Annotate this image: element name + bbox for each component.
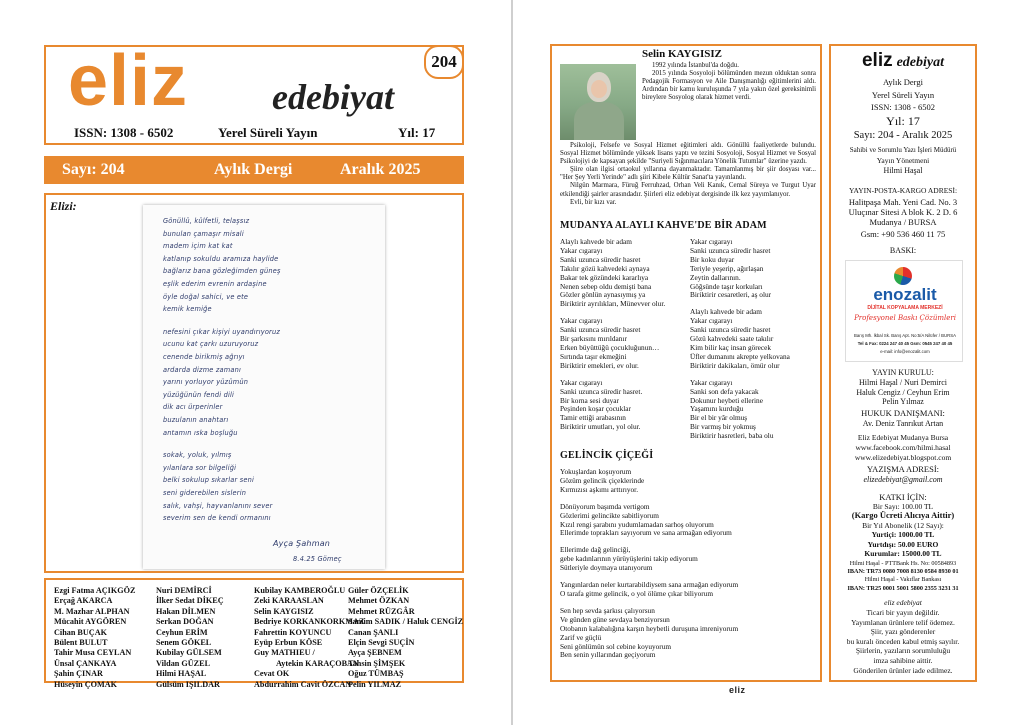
contributor-name: Şahin ÇINAR <box>54 669 103 679</box>
publication-type: Yerel Süreli Yayın <box>218 125 318 140</box>
bank-1: Hilmi Haşal - PTTBank Hs. No: 00584893 <box>849 560 957 567</box>
masthead <box>44 41 464 145</box>
contributor-name: Senem GÖKEL <box>156 638 212 648</box>
poem-line: Göğsünde taşır korkuları <box>690 281 763 291</box>
handwritten-line: yılanlara sor bilgeliği <box>163 463 237 472</box>
poem-line: Peşinden koşar çocuklar <box>560 404 631 414</box>
bio-paragraph: 2015 yılında Sosyoloji bölümünden mezun olduktan sonra Pedagojik Formasyon ve Aile Danışmanlığı eğitimlerini aldı. Ardından bir kamu kuruluşunda 7 yıla yakın özel gereksinimli bireylere Sosyolog olarak hizmet verdi. <box>642 70 816 102</box>
poem-gelincik <box>560 468 738 668</box>
fee-annual: Bir Yıl Abonelik (12 Sayı): <box>862 520 944 530</box>
handwritten-line: nefesini çıkar kişiyi uyandırıyoruz <box>163 327 281 336</box>
poem-line: Biriktirir dakikaları, ömür olur <box>690 360 780 370</box>
poem-stanza <box>690 379 790 441</box>
contributor-name: Kubilay KAMBEROĞLU <box>254 586 346 595</box>
handwritten-line: katlanıp sokuldu aramıza haylide <box>163 254 279 263</box>
bank-2: Hilmi Haşal - Vakıflar Bankası <box>864 576 942 584</box>
fee-abroad: Yurtdışı: 50.00 EURO <box>867 539 939 549</box>
fee-institutions: Kurumlar: 15000.00 TL <box>864 549 942 559</box>
contributor-name: İlker Sedat DİKEÇ <box>156 596 224 606</box>
poem-line: Sütleriyle doymaya utanıyorum <box>560 563 653 573</box>
imprint-sidebar <box>829 44 977 682</box>
sidebar-legal-title: HUKUK DANIŞMANI: <box>861 408 945 418</box>
contributor-name: Serkan DOĞAN <box>156 617 214 627</box>
poem-line: Takılır gözü kahvedeki aynaya <box>560 263 650 273</box>
poem-line: Erken büyüttüğü çocukluğunun… <box>560 342 660 352</box>
poem-line: Biriktirir cesaretleri, aş olur <box>690 290 772 300</box>
poem-line: Sırtında taşır ekmeğini <box>560 351 627 361</box>
poem-line: Zeytin dallarının. <box>690 272 741 282</box>
sidebar-mail: elizedebiyat@gmail.com <box>863 475 943 484</box>
poem-line: Sanki uzunca süredir hasret <box>690 245 771 255</box>
author-photo <box>560 64 636 140</box>
sidebar-mail-title: YAZIŞMA ADRESİ: <box>866 464 940 474</box>
contributor-name: Mehmet RÜZGÂR <box>348 606 415 616</box>
poem-line: Biriktirir ayrılıkları, Münevver olur. <box>560 299 666 309</box>
sidebar-facebook: www.facebook.com/hilmi.hasal <box>855 443 951 452</box>
handwritten-line: dik acı ürperinler <box>163 403 223 412</box>
issue-number: Sayı: 204 <box>62 161 125 178</box>
poem-stanza <box>560 503 738 539</box>
poem-stanza <box>560 468 738 495</box>
sponsor-ad <box>845 260 963 362</box>
fee-single: Bir Sayı: 100.00 TL <box>872 502 934 511</box>
bio-paragraph: Evli, bir kızı var. <box>570 198 617 206</box>
contributor-name: Tahir Musa CEYLAN <box>54 648 132 658</box>
handwritten-line: buzulanın anahtarı <box>163 416 229 424</box>
footer-logo: eliz <box>729 685 746 695</box>
sidebar-logo-edebiyat: edebiyat <box>896 55 945 70</box>
poem-stanza <box>690 308 790 370</box>
poem-line: Yakar cıgarayı <box>690 237 733 246</box>
handwritten-line: antamın ıska boşluğu <box>163 428 238 437</box>
contributor-name: Zeki KARAASLAN <box>254 596 324 606</box>
iban-2: IBAN: TR25 0001 5001 5800 2355 3231 31 <box>847 584 959 592</box>
contributor-name: Canan ŞANLI <box>348 627 399 637</box>
sidebar-logo-eliz: eliz <box>861 50 893 71</box>
sidebar-note: Yayımlanan ürünlere telif ödemez. <box>851 617 955 627</box>
poem-line: Biriktirir umutları, yol olur. <box>560 422 641 432</box>
contributor-name: Hakan DİLMEN <box>156 606 216 616</box>
bio-paragraph: Nilgün Marmara, Füruğ Ferruhzad, Orhan Veli Kanık, Cemal Süreya ve Turgut Uyar etkilendiği şairler arasındadır. Şiirleri eliz edebiyat dergisinde ilk kez yayımlanıyor. <box>560 182 816 198</box>
sidebar-address <box>831 197 975 227</box>
sidebar-note: Gönderilen ürünler iade edilmez. <box>853 665 953 675</box>
poem-line: Yakar cıgarayı <box>560 245 603 255</box>
poem-line: Dönüyorum başımda vertigom <box>560 501 650 511</box>
poem-line: Sanki uzunca süredir hasret. <box>560 386 643 396</box>
poem-line: Biriktirir emekleri, ev olur. <box>560 360 639 370</box>
sponsor-slogan: Profesyonel Baskı Çözümleri <box>854 314 956 322</box>
year: Yıl: 17 <box>398 125 436 140</box>
poem-line: Yakar cıgarayı <box>560 316 603 326</box>
bio-paragraph: Psikoloji, Felsefe ve Sosyal Hizmet eğitimleri aldı. Gönüllü faaliyetlerde bulundu. Sosyal Hizmet bölümünde yüksek lisans yaptı ve tezini Sosyoloji, Sosyal Hizmet ve Sosyal Psikolojiyi de kapsayan şekilde "Suriyeli Sığınmacılara Yönelik Tutumlar" üzerine yazdı. <box>560 142 816 166</box>
issue-date: Aralık 2025 <box>340 161 421 178</box>
eliz-logo: eliz <box>68 41 189 121</box>
sidebar-note: Ticari bir yayın değildir. <box>866 608 940 617</box>
address-line: Halitpaşa Mah. Yeni Cad. No. 3 <box>848 197 958 207</box>
bio-paragraph: Şiire olan ilgisi ortaokul yıllarına dayanmaktadır. Tamamlanmış bir şiir dosyası var... "Her Şey Yerli Yerinde" adlı şiiri Kibele Kültür Sanat'ta yayınlandı. <box>560 166 816 182</box>
poem-line: Gözüm gelincik çiçeklerinde <box>560 475 645 485</box>
contributor-name: Bedriye KORKANKORKMAZ <box>254 617 365 627</box>
contributor-name: Nuri DEMİRCİ <box>156 586 212 595</box>
contributors-column <box>156 586 224 690</box>
poem-line: Yakar cıgarayı <box>690 377 733 387</box>
sponsor-phone: Tel & Fax: 0224 247 40 45 Gsm: 0545 247 40 45 <box>857 341 953 346</box>
contributor-name: M. Mazhar ALPHAN <box>54 606 130 616</box>
poem-line: Kim bilir kaç insan görecek <box>690 342 772 352</box>
contributor-name: Selin KAYGISIZ <box>254 606 314 616</box>
contributor-name: Kubilay GÜLSEM <box>156 648 222 658</box>
poem-line: Alaylı kahvede bir adam <box>560 237 632 246</box>
sidebar-fees <box>831 502 975 558</box>
sidebar-note: Şiir, yazı gönderenler <box>870 627 936 637</box>
poem-line: Yokuşlardan koşuyorum <box>560 467 632 476</box>
handwritten-line: öyle doğal sahici, ve ete <box>163 292 249 301</box>
poem-line: Bir varmış bir yokmuş <box>690 422 756 432</box>
board-line: Hilmi Haşal / Nuri Demirci <box>859 378 947 387</box>
handwritten-line: yarını yorluyor yüzümün <box>163 378 249 387</box>
sidebar-year: Yıl: 17 <box>886 114 920 128</box>
contributor-name: Ünsal ÇANKAYA <box>54 658 117 668</box>
poem-line: Bakar tek gözündeki kararlıya <box>560 272 649 282</box>
poem-line: Ellerimde dağ gelinciği, <box>560 545 631 555</box>
poem-line: Ve günden güne sevdaya benziyorsun <box>560 614 670 624</box>
handwritten-line: bunulan çamaşır misali <box>163 229 244 238</box>
issn: ISSN: 1308 - 6502 <box>74 125 174 140</box>
poem-line: Yakar cıgarayı <box>690 316 733 326</box>
contributor-name: Tahsin ŞİMŞEK <box>348 658 406 668</box>
sidebar-board-title: YAYIN KURULU: <box>872 368 934 377</box>
handwritten-line: cenende birikmiş ağrıyı <box>163 353 245 361</box>
handwritten-poem <box>143 205 385 569</box>
contributors-box <box>44 578 464 689</box>
contributor-name: Abdurrahim Cavit ÖZCAN <box>254 679 352 689</box>
sponsor-email: e-mail: info@enozalit.com <box>880 349 930 354</box>
poem-line: Sanki uzunca süredir hasret <box>560 254 641 264</box>
poem-line: Gözlerimi gelincikte sabitliyorum <box>560 510 659 520</box>
contributors-column <box>54 586 135 690</box>
author-bio-bottom <box>560 142 816 207</box>
sidebar-bank <box>831 560 975 593</box>
handwritten-line: yüzüğünün fendi dili <box>163 390 235 399</box>
sponsor-name: enozalit <box>873 285 937 304</box>
sidebar-print-title: BASKI: <box>889 246 917 255</box>
contributor-name: Hilmi HAŞAL <box>156 669 207 679</box>
sidebar-address-title: YAYIN-POSTA-KARGO ADRESİ: <box>848 186 958 195</box>
poem-line: Bir korna sesi duyar <box>560 395 619 405</box>
contributor-name: Erçağ AKARCA <box>54 596 113 606</box>
poem-line: Sanki son defa yakacak <box>690 386 759 396</box>
poem-line: Alaylı kahvede bir adam <box>690 307 762 317</box>
poem-line: Sanki uzunca süredir hasret <box>690 325 771 335</box>
board-line: Haluk Cengiz / Ceyhun Erim <box>856 387 950 397</box>
poem-line: Tamir ettiği arabasının <box>560 413 626 423</box>
sidebar-note: bu kuralı önceden kabul etmiş sayılır. <box>846 636 960 646</box>
poem-line: Kırmızısı aşkımı arttırıyor. <box>560 484 639 494</box>
sidebar-notes <box>831 608 975 675</box>
contributor-name: Gülsüm IŞILDAR <box>156 679 220 689</box>
poem-line: Yangınlardan neler kurtarabildiysem sana armağan ediyorum <box>560 580 739 590</box>
sponsor-address: Barış Mh. İkbal Sk. Barış Apt. No:5/A Nilüfer / BURSA <box>854 333 956 338</box>
handwritten-line: belki sokulup sıkarlar seni <box>163 476 254 485</box>
poem-stanza <box>560 379 665 432</box>
contributor-name: Bülent BULUT <box>54 638 108 648</box>
issue-frequency: Aylık Dergi <box>214 161 293 178</box>
sidebar-owner-name: Hilmi Haşal <box>883 166 923 175</box>
board-line: Pelin Yılmaz <box>882 397 924 406</box>
author-bio-top <box>642 62 816 102</box>
poem-mudanya-col2 <box>690 238 790 449</box>
sidebar-type: Yerel Süreli Yayın <box>871 90 935 100</box>
sidebar-owner-title: Sahibi ve Sorumlu Yazı İşleri Müdürü <box>849 146 957 154</box>
handwritten-line: ardarda dizme zamanı <box>163 365 242 374</box>
contributor-name: Güler ÖZÇELİK <box>348 586 409 595</box>
contributor-name: Ceyhun ERİM <box>156 627 208 637</box>
elizi-label: Elizi: <box>50 199 77 213</box>
right-page <box>513 0 1024 725</box>
main-content-box <box>550 44 822 682</box>
handwritten-signature: Ayça Şahman <box>273 539 331 548</box>
contributor-name: Oğuz TÜMBAŞ <box>348 669 404 679</box>
poem-line: Kızıl rengi şarabını yudumlamadan sarhoş oluyorum <box>560 519 714 529</box>
contributor-name: Aytekin KARAÇOBAN <box>276 658 359 668</box>
poem-line: Zarif ve güçlü <box>560 632 602 642</box>
contributor-name: Guy MATHIEU / <box>254 648 315 658</box>
contributor-name: Mehmet ÖZKAN <box>348 596 410 606</box>
contributor-name: Vildan GÜZEL <box>156 658 211 668</box>
poem-line: Üfler dumanını akrepte yelkovana <box>690 351 790 361</box>
sidebar-blog: www.elizedebiyat.blogspot.com <box>854 453 952 462</box>
issue-bar <box>44 156 464 184</box>
fee-cargo: (Kargo Ücreti Alıcıya Aittir) <box>851 510 955 521</box>
handwritten-line: severim sen de kendi ormanını <box>163 514 271 523</box>
poem-stanza <box>560 317 665 370</box>
contributor-name: Hüseyin ÇOMAK <box>54 679 118 689</box>
handwritten-line: seni giderebilen sislerin <box>163 489 247 497</box>
sidebar-note: Şiirlerin, yazıların sorumluluğu <box>855 646 951 656</box>
sponsor-logo-icon <box>894 267 912 285</box>
poem-line: O tarafa gitme gelincik, o yol ölüme çıkar biliyorum <box>560 588 713 598</box>
poem-title-mudanya: MUDANYA ALAYLI KAHVE'DE BİR ADAM <box>560 220 767 231</box>
sidebar-director-title: Yayın Yönetmeni <box>876 156 930 165</box>
poem-line: Teriyle yeşerip, ağırlaşan <box>690 263 764 273</box>
poem-line: Sanki uzunca süredir hasret <box>560 325 641 335</box>
sidebar-issue: Sayı: 204 - Aralık 2025 <box>853 130 953 141</box>
poem-title-gelincik: GELİNCİK ÇİÇEĞİ <box>560 450 654 461</box>
iban-1: IBAN: TR73 0080 7008 8130 0584 8930 01 <box>847 568 959 576</box>
contributor-name: Mücahit AYGÖREN <box>54 617 127 627</box>
contributor-name: Fahrettin KOYUNCU <box>254 627 332 637</box>
handwritten-line: madem içim kat kat <box>163 242 233 251</box>
handwritten-line: bağlarız bana gözleğimden güneş <box>163 267 281 276</box>
poem-stanza <box>560 581 738 599</box>
poem-line: Nenen sebep oldu demişti bana <box>560 281 652 291</box>
contributor-name: Cihan BUÇAK <box>54 627 108 637</box>
handwritten-line: ucunu kat çarkı uzuruyoruz <box>163 340 259 349</box>
poem-line: Sen hep sevda şarkısı çalıyorsun <box>560 605 655 615</box>
contributor-name: Eyüp Erbun KÖSE <box>254 638 323 648</box>
poem-line: Yaşamını kurduğu <box>690 404 744 414</box>
bio-paragraph: 1992 yılında İstanbul'da doğdu. <box>652 62 739 69</box>
poem-line: Ben senin yıllarından geçiyorum <box>560 650 656 660</box>
poem-mudanya-col1 <box>560 238 665 440</box>
elizi-section <box>44 193 464 573</box>
contributor-name: Ayça ŞEBNEM <box>348 648 402 658</box>
handwritten-line: Gönüllü, külfetli, telaşsız <box>163 217 250 225</box>
poem-line: Gözler gönlün aynasıymış ya <box>560 290 646 300</box>
sidebar-motto-name: eliz edebiyat <box>884 598 922 607</box>
sidebar-gsm: Gsm: +90 536 460 11 75 <box>860 229 946 239</box>
poem-stanza <box>560 238 665 309</box>
sidebar-fee-title: KATKI İÇİN: <box>879 492 927 502</box>
author-name: Selin KAYGISIZ <box>642 48 722 60</box>
poem-line: Ellerimde toprakları sayıyorum ve sana armağan ediyorum <box>560 528 732 538</box>
contributor-name: Samim SADIK / Haluk CENGİZ <box>348 617 464 627</box>
contributor-name: Ezgi Fatma AÇIKGÖZ <box>54 586 136 595</box>
address-line: Uluçınar Sitesi A blok K. 2 D. 6 <box>848 207 958 217</box>
sidebar-board <box>831 378 975 407</box>
poem-line: Otobanın kalabalığına karşın heybetli duruşuna imreniyorum <box>560 623 739 633</box>
handwritten-line: kemik kemiğe <box>163 305 212 314</box>
poem-line: Gözü kahvedeki saate takılır <box>690 334 774 344</box>
contributors-column <box>348 586 463 690</box>
address-line: Mudanya / BURSA <box>869 217 937 227</box>
sidebar-legal: Av. Deniz Tanrıkut Artan <box>862 419 944 428</box>
poem-line: Biriktirir hasretleri, baba olu <box>690 431 774 441</box>
sidebar-monthly: Aylık Dergi <box>883 77 923 87</box>
poem-stanza <box>560 546 738 573</box>
poem-line: Bir koku duyar <box>690 254 735 264</box>
poem-line: Bir el bir yâr olmuş <box>690 413 748 423</box>
handwritten-line: sokak, yoluk, yılmış <box>163 451 232 460</box>
sponsor-subtitle: DİJİTAL KOPYALAMA MERKEZİ <box>867 305 943 311</box>
fee-domestic: Yurtiçi: 1000.00 TL <box>871 530 935 540</box>
handwritten-line: salık, vahşi, hayvanlanını sever <box>163 501 273 510</box>
contributor-name: Cevat OK <box>254 669 290 679</box>
poem-line: Bir şarkısını mırıldanır <box>560 334 627 344</box>
contributor-name: Pelin YILMAZ <box>348 679 402 689</box>
contributor-name: Elçin Sevgi SUÇİN <box>348 638 415 648</box>
poem-line: Yakar cıgarayı <box>560 377 603 387</box>
sidebar-logo <box>831 50 975 72</box>
issue-badge: 204 <box>424 45 464 79</box>
poem-stanza <box>690 238 790 300</box>
sidebar-issn: ISSN: 1308 - 6502 <box>871 102 935 112</box>
poem-line: gebe kadınlarının yürüyüşlerini takip ediyorum <box>560 554 698 564</box>
left-page <box>0 0 511 725</box>
edebiyat-logo: edebiyat <box>272 77 394 117</box>
sidebar-branch: Eliz Edebiyat Mudanya Bursa <box>857 433 949 442</box>
sidebar-note: imza sahibine aittir. <box>873 655 933 665</box>
poem-stanza <box>560 607 738 660</box>
poem-line: Seni gönlümün sol cebine koyuyorum <box>560 641 672 651</box>
handwritten-line: eşlik ederim evrenin ardaşine <box>163 280 267 288</box>
poem-line: Dokunur heybeti ellerine <box>690 395 763 405</box>
handwritten-date: 8.4.25 Gömeç <box>293 555 342 563</box>
